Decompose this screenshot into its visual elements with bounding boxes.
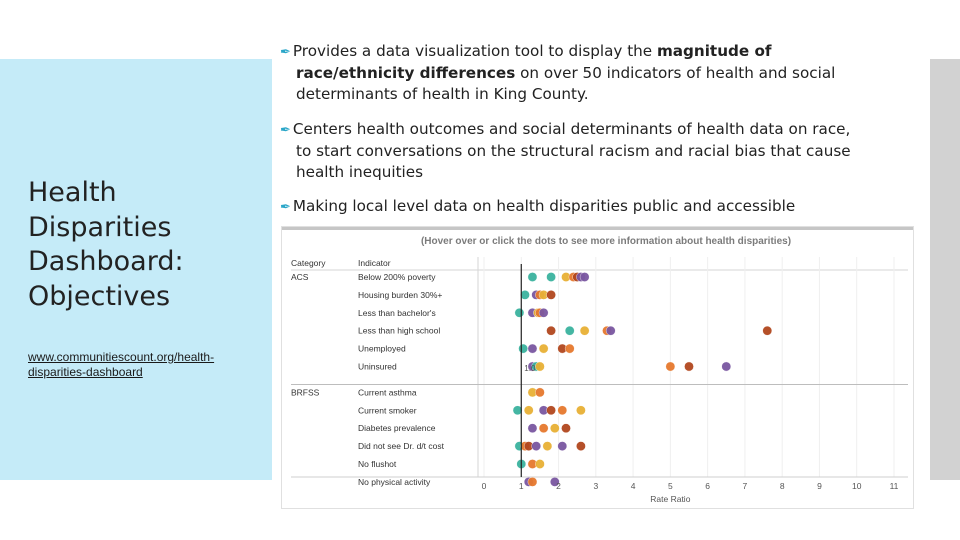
indicator-label: Diabetes prevalence: [358, 423, 436, 434]
x-tick-label: 7: [742, 481, 748, 491]
x-tick-label: 8: [779, 481, 785, 491]
indicator-label: Current asthma: [358, 387, 417, 398]
data-point[interactable]: [546, 326, 555, 335]
data-point[interactable]: [558, 406, 567, 415]
x-axis-title: Rate Ratio: [650, 494, 691, 504]
bullet-line: [280, 141, 851, 162]
data-point[interactable]: [561, 424, 570, 433]
dashboard-link[interactable]: [28, 350, 268, 380]
data-point[interactable]: [558, 442, 567, 451]
data-point[interactable]: [528, 272, 537, 281]
bullet-text: Centers health outcomes and social determinants of health data on race,: [292, 120, 851, 138]
data-point[interactable]: [543, 442, 552, 451]
x-tick-label: 9: [817, 481, 822, 491]
category-label: BRFSS: [291, 387, 320, 398]
title-line: Health: [28, 177, 117, 208]
data-point[interactable]: [546, 272, 555, 281]
data-point[interactable]: [576, 442, 585, 451]
col-header-category: Category: [291, 258, 326, 268]
indicator-label: Unemployed: [358, 343, 406, 354]
bullet-line: [280, 196, 795, 218]
x-tick-label: 0: [481, 481, 487, 491]
x-tick-label: 10: [851, 481, 862, 491]
indicator-label: No flushot: [358, 459, 397, 469]
data-point[interactable]: [528, 424, 537, 433]
bullet-line: [280, 63, 835, 84]
dashboard-link-line[interactable]: disparities-dashboard: [28, 365, 143, 379]
x-tick-label: 6: [705, 481, 711, 491]
data-point[interactable]: [684, 362, 693, 371]
indicator-label: Below 200% poverty: [358, 272, 436, 282]
indicator-label: Less than bachelor's: [358, 307, 436, 318]
bullet-local-data: [280, 196, 795, 218]
bullet-text: Making local level data on health disparities public and accessible: [292, 197, 796, 215]
indicator-label: No physical activity: [358, 476, 431, 487]
disparities-chart: [282, 227, 913, 508]
dashboard-screenshot: [281, 226, 914, 509]
data-point[interactable]: [580, 272, 589, 281]
data-point[interactable]: [546, 290, 555, 299]
data-point[interactable]: [535, 459, 544, 468]
data-point[interactable]: [546, 406, 555, 415]
x-tick-label: 1: [518, 481, 524, 491]
data-point[interactable]: [763, 326, 772, 335]
x-tick-label: 5: [667, 481, 673, 491]
indicator-label: Did not see Dr. d/t cost: [358, 441, 444, 452]
bullet-text: health inequities: [296, 163, 424, 181]
data-point[interactable]: [519, 344, 528, 353]
plot-area: [291, 257, 908, 504]
col-header-indicator: Indicator: [358, 258, 391, 268]
bullet-text: Provides a data visualization tool to display the: [292, 42, 657, 60]
x-tick-label: 3: [593, 481, 599, 491]
bullet-magnitude: [280, 41, 835, 105]
bullet-line: [280, 84, 835, 105]
bullet-text: determinants of health in King County.: [296, 85, 589, 103]
chart-caption: (Hover over or click the dots to see more information about health disparities): [420, 236, 792, 247]
x-tick-label: 2: [556, 481, 561, 491]
title-line: Dashboard:: [28, 246, 184, 277]
data-point[interactable]: [576, 406, 585, 415]
pen-nib-icon: ✒: [280, 45, 291, 60]
bullet-text: on over 50 indicators of health and social: [515, 64, 836, 82]
data-point[interactable]: [528, 344, 537, 353]
data-point[interactable]: [539, 344, 548, 353]
data-point[interactable]: [515, 308, 524, 317]
bullet-line: [280, 162, 851, 183]
indicator-label: Uninsured: [358, 361, 397, 372]
data-point[interactable]: [565, 326, 574, 335]
bullet-centers-health: [280, 119, 851, 183]
x-tick-label: 11: [889, 481, 899, 491]
data-point[interactable]: [539, 308, 548, 317]
data-point[interactable]: [535, 388, 544, 397]
pen-nib-icon: ✒: [280, 200, 291, 215]
data-point[interactable]: [535, 362, 544, 371]
x-tick-label: 4: [630, 481, 636, 491]
bullet-emphasis: magnitude of: [656, 42, 772, 60]
bullet-text: to start conversations on the structural racism and racial bias that cause: [296, 142, 851, 160]
title-line: Disparities: [28, 211, 172, 243]
data-point[interactable]: [580, 326, 589, 335]
data-point[interactable]: [565, 344, 574, 353]
indicator-label: Less than high school: [358, 325, 441, 336]
bullet-line: [280, 41, 835, 63]
data-point[interactable]: [666, 362, 675, 371]
pen-nib-icon: ✒: [280, 123, 291, 138]
data-point[interactable]: [528, 477, 537, 486]
data-point[interactable]: [550, 424, 559, 433]
dashboard-top-border: [282, 227, 913, 230]
data-point[interactable]: [524, 406, 533, 415]
data-point[interactable]: [722, 362, 731, 371]
bullet-emphasis: race/ethnicity differences: [296, 64, 516, 82]
slide-edge-strip: [930, 59, 960, 480]
data-point[interactable]: [539, 424, 548, 433]
dashboard-link-line[interactable]: www.communitiescount.org/health-: [28, 350, 215, 364]
data-point[interactable]: [606, 326, 615, 335]
data-point[interactable]: [532, 442, 541, 451]
slide-title: [28, 176, 268, 314]
category-label: ACS: [291, 272, 309, 282]
bullet-line: [280, 119, 851, 141]
title-line: Objectives: [28, 280, 171, 312]
reference-label: 1.0: [524, 364, 536, 373]
indicator-label: Housing burden 30%+: [358, 289, 443, 300]
indicator-label: Current smoker: [358, 405, 417, 416]
